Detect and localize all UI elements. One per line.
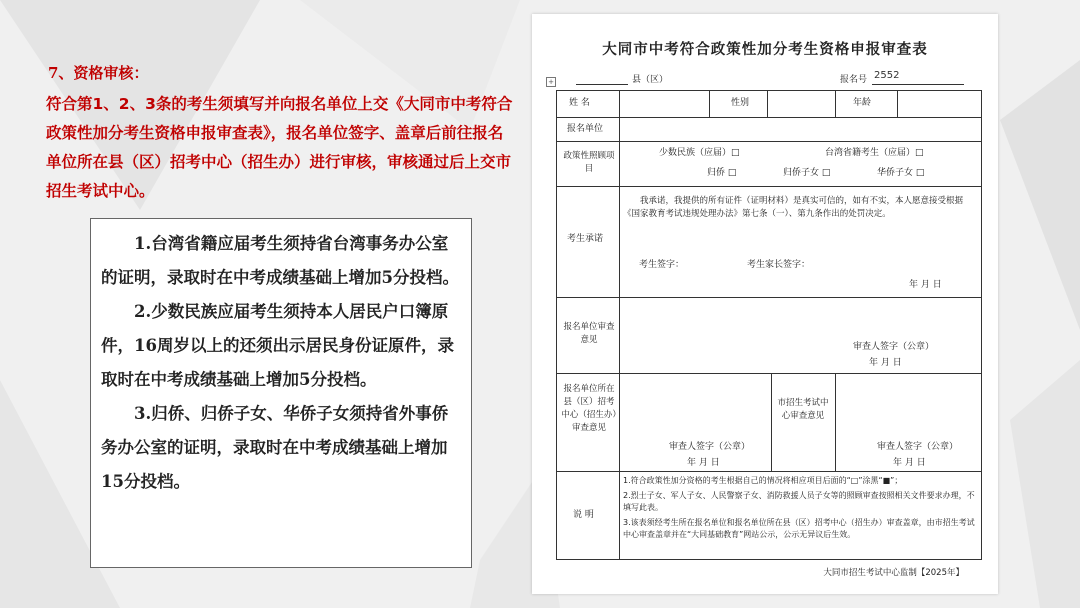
policy-overseas-children[interactable]: 华侨子女 □ bbox=[877, 168, 925, 178]
county-reviewer-sign: 审查人签字（公章） bbox=[669, 442, 751, 452]
city-review-date: 年 月 日 bbox=[893, 458, 926, 468]
county-review-date: 年 月 日 bbox=[687, 458, 720, 468]
city-center-label: 市招生考试中心审查意见 bbox=[777, 398, 829, 421]
form-table bbox=[556, 90, 982, 560]
section-heading: 7、资格审核： bbox=[48, 64, 149, 82]
rule-2: 2.少数民族应届考生须持本人居民户口簿原件，16周岁以上的还须出示居民身份证原件，录取时在中考成绩基础上增加5分投档。 bbox=[101, 302, 454, 389]
form-footer: 大同市招生考试中心监制【2025年】 bbox=[823, 568, 964, 578]
promise-date: 年 月 日 bbox=[909, 280, 942, 290]
policy-label: 政策性照顾项目 bbox=[563, 151, 615, 174]
parent-sign: 考生家长签字： bbox=[747, 260, 811, 270]
regno-value: 2552 bbox=[874, 70, 900, 81]
promise-label: 考生承诺 bbox=[567, 234, 604, 244]
policy-minority[interactable]: 少数民族（应届）□ bbox=[659, 148, 740, 158]
note-2: 2.烈士子女、军人子女、人民警察子女、消防救援人员子女等的照顾审查按照相关文件要求办理，不填写此表。 bbox=[623, 491, 975, 512]
city-reviewer-sign: 审查人签字（公章） bbox=[877, 442, 959, 452]
note-1: 1.符合政策性加分资格的考生根据自己的情况将相应项目后面的“□”涂黑“■”； bbox=[623, 476, 903, 485]
table-anchor-icon: + bbox=[546, 77, 556, 87]
age-label: 年龄 bbox=[853, 98, 872, 108]
rule-1: 1.台湾省籍应届考生须持省台湾事务办公室的证明，录取时在中考成绩基础上增加5分投档。 bbox=[101, 234, 459, 287]
rules-box bbox=[90, 218, 472, 568]
unit-reviewer-sign: 审查人签字（公章） bbox=[853, 342, 935, 352]
student-sign: 考生签字： bbox=[639, 260, 685, 270]
application-form bbox=[532, 14, 998, 594]
rule-3: 3.归侨、归侨子女、华侨子女须持省外事侨务办公室的证明，录取时在中考成绩基础上增加15分投档。 bbox=[101, 404, 449, 491]
unit-review-date: 年 月 日 bbox=[869, 358, 902, 368]
intro-paragraph: 符合第1、2、3条的考生须填写并向报名单位上交《大同市中考符合政策性加分考生资格申报审查表》，报名单位签字、盖章后前往报名单位所在县（区）招考中心（招生办）进行审核，审核通过后上交市招生考试中心。 bbox=[46, 95, 513, 200]
regno-label: 报名号 bbox=[840, 75, 868, 85]
policy-taiwan[interactable]: 台湾省籍考生（应届）□ bbox=[825, 148, 924, 158]
gender-label: 性别 bbox=[731, 98, 750, 108]
unit-review-label: 报名单位审查意见 bbox=[563, 322, 615, 345]
county-center-label: 报名单位所在县（区）招考中心（招生办）审查意见 bbox=[561, 384, 617, 433]
name-label: 姓 名 bbox=[569, 98, 590, 108]
county-label: 县（区） bbox=[632, 75, 669, 85]
notes-label: 说 明 bbox=[573, 510, 594, 520]
policy-returned-overseas[interactable]: 归侨 □ bbox=[707, 168, 737, 178]
note-3: 3.该表须经考生所在报名单位和报名单位所在县（区）招考中心（招生办）审查盖章，由市招生考试中心审查盖章并在“大同基础教育”网站公示，公示无异议后生效。 bbox=[623, 518, 975, 539]
policy-returned-children[interactable]: 归侨子女 □ bbox=[783, 168, 831, 178]
form-title: 大同市中考符合政策性加分考生资格申报审查表 bbox=[602, 42, 928, 58]
promise-text: 我承诺，我提供的所有证件（证明材料）是真实可信的，如有不实，本人愿意接受根据《国家教育考试违规处理办法》第七条（一）、第九条作出的处罚决定。 bbox=[623, 196, 964, 219]
unit-label: 报名单位 bbox=[567, 124, 604, 134]
